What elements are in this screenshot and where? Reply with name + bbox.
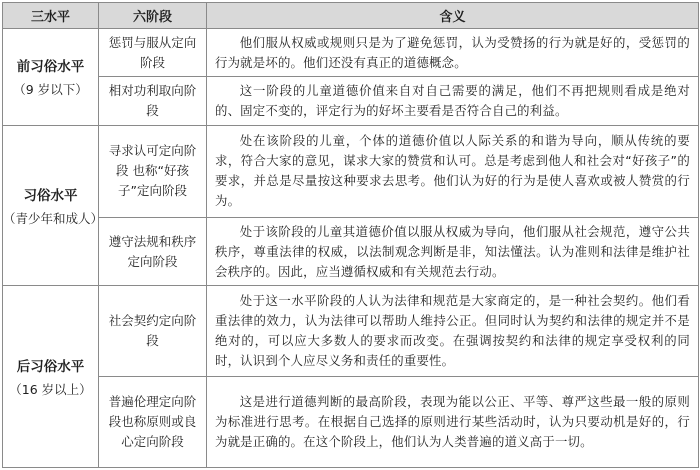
level-age: （青少年和成人） bbox=[3, 210, 104, 226]
stage-label: 社会契约定向阶段 bbox=[99, 286, 207, 377]
table-row bbox=[3, 77, 699, 126]
table-row bbox=[3, 217, 699, 285]
stage-label: 惩罚与服从定向阶段 bbox=[99, 28, 207, 77]
moral-development-table bbox=[2, 2, 699, 468]
level-postconventional bbox=[3, 286, 99, 468]
table-row bbox=[3, 286, 699, 377]
header-level: 三水平 bbox=[3, 3, 99, 29]
stage-description: 处在该阶段的儿童，个体的道德价值以人际关系的和谐为导向，顺从传统的要求，符合大家的意见，谋求大家的赞赏和认可。总是考虑到他人和社会对“好孩子”的要求，并总是尽量按这种要求去思考。他们认为好的行为是使人喜欢或被人赞赏的行为。 bbox=[207, 125, 699, 217]
stage-description: 这是进行道德判断的最高阶段，表现为能以公正、平等、尊严这些最一般的原则为标准进行思考。在根据自己选择的原则进行某些活动时，认为只要动机是好的，行为就是正确的。在这个阶段上，他们认为人类普遍的道义高于一切。 bbox=[207, 377, 699, 468]
stage-description: 处于该阶段的儿童其道德价值以服从权威为导向，他们服从社会规范，遵守公共秩序，尊重法律的权威，以法制观念判断是非，知法懂法。认为准则和法律是维护社会秩序的。因此，应当遵循权威和有关规范去行动。 bbox=[207, 217, 699, 285]
stage-description: 这一阶段的儿童道德价值来自对自己需要的满足，他们不再把规则看成是绝对的、固定不变的，评定行为的好坏主要看是否符合自己的利益。 bbox=[207, 77, 699, 126]
level-conventional bbox=[3, 125, 104, 285]
level-name: 习俗水平 bbox=[23, 187, 78, 204]
table-row bbox=[3, 377, 699, 468]
level-preconventional bbox=[3, 28, 99, 125]
stage-description: 处于这一水平阶段的人认为法律和规范是大家商定的，是一种社会契约。他们看重法律的效力，认为法律可以帮助人维持公正。但同时认为契约和法律的规定并不是绝对的，可以应大多数人的要求而改变。在强调按契约和法律的规定享受权利的同时，认识到个人应尽义务和责任的重要性。 bbox=[207, 286, 699, 377]
level-age: （9 岁以下） bbox=[13, 81, 88, 97]
stage-label: 普遍伦理定向阶段也称原则或良心定向阶段 bbox=[99, 377, 207, 468]
stage-label: 寻求认可定向阶段 也称“好孩子”定向阶段 bbox=[99, 125, 207, 217]
level-age: （16 岁以上） bbox=[9, 381, 92, 397]
level-name: 前习俗水平 bbox=[16, 58, 85, 75]
stage-label: 遵守法规和秩序定向阶段 bbox=[99, 217, 207, 285]
stage-label: 相对功利取向阶段 bbox=[99, 77, 207, 126]
table-row bbox=[3, 28, 699, 77]
table-row bbox=[3, 125, 699, 217]
level-name: 后习俗水平 bbox=[16, 358, 85, 375]
header-meaning: 含义 bbox=[207, 3, 699, 29]
header-stage: 六阶段 bbox=[99, 3, 207, 29]
header-row bbox=[3, 3, 699, 29]
stage-description: 他们服从权威或规则只是为了避免惩罚，认为受赞扬的行为就是好的，受惩罚的行为就是坏的。他们还没有真正的道德概念。 bbox=[207, 28, 699, 77]
